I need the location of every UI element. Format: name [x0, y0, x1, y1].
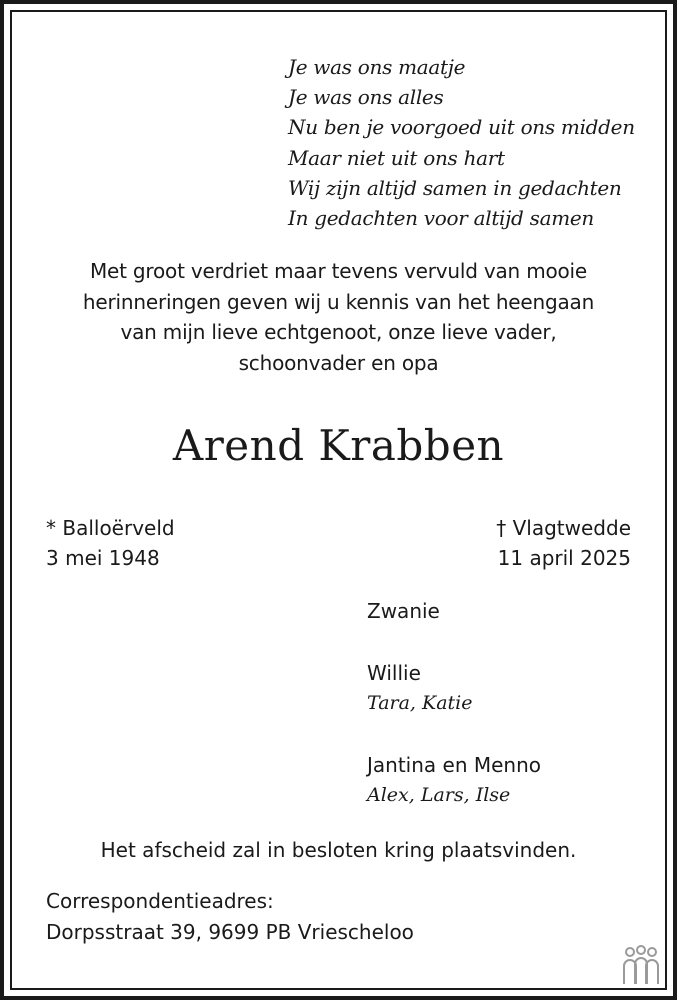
- correspondence-address: [46, 886, 414, 947]
- announcement-line: Met groot verdriet maar tevens vervuld van mooie: [89, 259, 588, 283]
- announcement-text: [30, 256, 647, 378]
- family-spouse: Zwanie: [367, 599, 440, 623]
- birth-date: 3 mei 1948: [46, 546, 160, 570]
- birth-info: [46, 513, 175, 573]
- poem-line: Wij zijn altijd samen in gedachten: [288, 175, 622, 200]
- address-street: Dorpsstraat 39, 9699 PB Vriescheloo: [46, 919, 414, 944]
- deceased-name: Arend Krabben: [172, 421, 505, 470]
- poem-line: Je was ons maatje: [288, 55, 466, 79]
- poem-line: Je was ons alles: [288, 85, 444, 110]
- poem: [288, 52, 635, 233]
- poem-line: Nu ben je voorgoed uit ons midden: [288, 115, 635, 140]
- announcement-line: van mijn lieve echtgenoot, onze lieve vader,: [120, 320, 557, 344]
- poem-line: In gedachten voor altijd samen: [288, 205, 594, 230]
- birth-place: * Balloërveld: [46, 516, 175, 540]
- family-grandchildren: Alex, Lars, Ilse: [367, 784, 511, 806]
- death-place: † Vlagtwedde: [496, 516, 631, 540]
- death-date: 11 april 2025: [497, 546, 631, 570]
- address-label: Correspondentieadres:: [46, 889, 274, 913]
- family-child: Willie: [367, 660, 421, 685]
- announcement-line: schoonvader en opa: [238, 350, 439, 375]
- family-grandchildren: Tara, Katie: [367, 692, 473, 714]
- family-list: [367, 596, 541, 811]
- death-info: [496, 513, 631, 573]
- family-child: Jantina en Menno: [367, 752, 542, 777]
- poem-line: Maar niet uit ons hart: [288, 145, 505, 170]
- announcement-line: herinneringen geven wij u kennis van het heengaan: [82, 289, 595, 314]
- ceremony-notice: Het afscheid zal in besloten kring plaatsvinden.: [100, 838, 577, 862]
- people-group-logo-icon: [618, 944, 664, 986]
